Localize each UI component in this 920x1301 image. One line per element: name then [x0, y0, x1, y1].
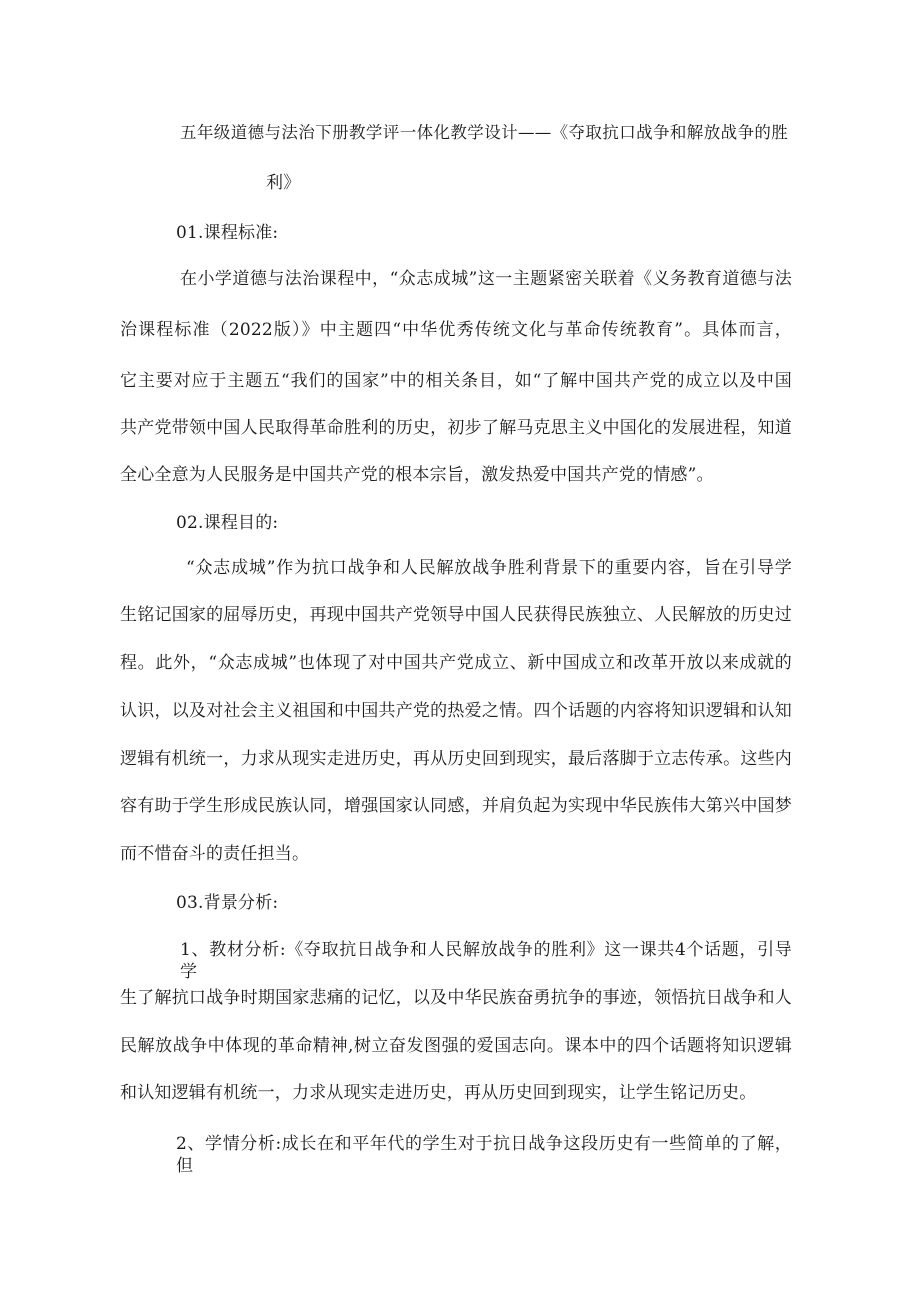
paragraph-line: 它主要对应于主题五“我们的国家”中的相关条目，如“了解中国共产党的成立以及中国: [120, 371, 792, 391]
paragraph-line: 生了解抗口战争时期国家悲痛的记忆，以及中华民族奋勇抗争的事迹，领悟抗日战争和人: [120, 988, 792, 1008]
paragraph-line: 容有助于学生形成民族认同，增强国家认同感，并肩负起为实现中华民族伟大第兴中国梦: [120, 796, 792, 816]
paragraph-line: 民解放战争中体现的革命精神,树立奋发图强的爱国志向。课本中的四个话题将知识逻辑: [120, 1036, 792, 1056]
paragraph-line: 2、学情分析:成长在和平年代的学生对于抗日战争这段历史有一些简单的了解，但: [176, 1134, 792, 1176]
document-title-line-1: 五年级道德与法治下册教学评一体化教学设计——《夺取抗口战争和解放战争的胜: [180, 123, 788, 142]
document-title-line-2: 利》: [266, 173, 301, 193]
paragraph-line: 治课程标准（2022版）》中主题四“中华优秀传统文化与革命传统教育”。具体而言，: [120, 320, 792, 340]
paragraph-line: “众志成城”作为抗口战争和人民解放战争胜利背景下的重要内容，旨在引导学: [186, 558, 792, 578]
paragraph-line: 在小学道德与法治课程中，“众志成城”这一主题紧密关联着《义务教育道德与法: [180, 269, 792, 289]
section-heading-curriculum-purpose: 02.课程目的:: [176, 513, 279, 533]
paragraph-line: 程。此外，“众志成城”也体现了对中国共产党成立、新中国成立和改革开放以来成就的: [120, 653, 792, 673]
paragraph-line: 生铭记国家的屈辱历史，再现中国共产党领导中国人民获得民族独立、人民解放的历史过: [120, 605, 792, 625]
paragraph-line: 逻辑有机统一，力求从现实走进历史，再从历史回到现实，最后落脚于立志传承。这些内: [120, 749, 792, 769]
paragraph-line: 共产党带领中国人民取得革命胜利的历史，初步了解马克思主义中国化的发展进程，知道: [120, 418, 792, 438]
section-heading-background-analysis: 03.背景分析:: [176, 893, 279, 913]
section-heading-curriculum-standard: 01.课程标准:: [176, 223, 279, 243]
paragraph-line: 而不惜奋斗的责任担当。: [120, 844, 310, 864]
paragraph-line: 全心全意为人民服务是中国共产党的根本宗旨，激发热爱中国共产党的情感”。: [120, 465, 714, 485]
paragraph-line: 1、教材分析:《夺取抗日战争和人民解放战争的胜利》这一课共4个话题，引导学: [180, 940, 792, 982]
paragraph-line: 和认知逻辑有机统一，力求从现实走进历史，再从历史回到现实，让学生铭记历史。: [120, 1083, 757, 1103]
paragraph-line: 认识，以及对社会主义祖国和中国共产党的热爱之情。四个话题的内容将知识逻辑和认知: [120, 701, 792, 721]
